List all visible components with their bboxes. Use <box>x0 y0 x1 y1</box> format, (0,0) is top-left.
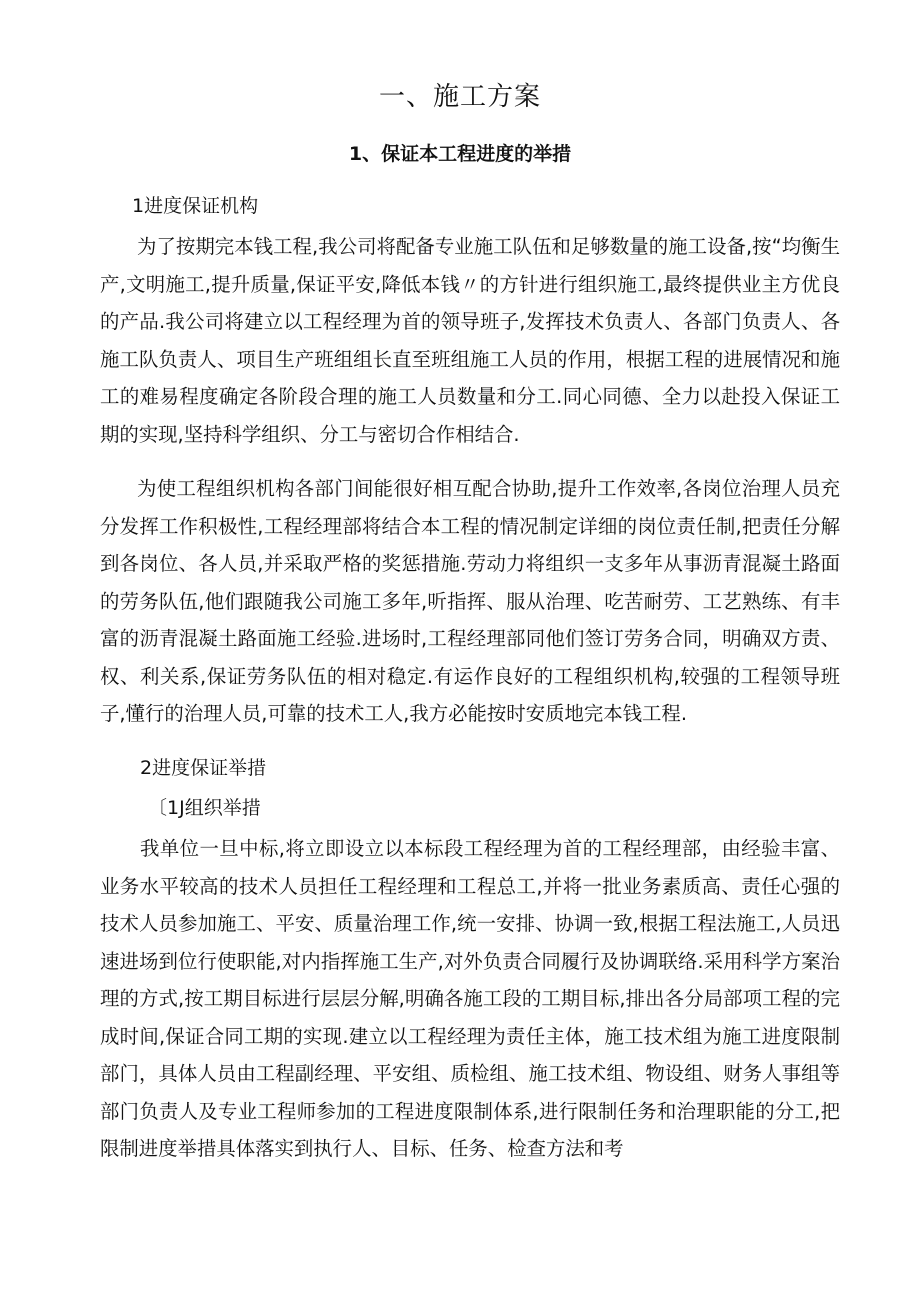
paragraph-1: 为了按期完本钱工程,我公司将配备专业施工队伍和足够数量的施工设备,按“均衡生产,文明施工,提升质量,保证平安,降低本钱〃的方针进行组织施工,最终提供业主方优良的产品.我公司将建立以工程经理为首的领导班子,发挥技术负责人、各部门负责人、各施工队负责人、项目生产班组组长直至班组施工人员的作用，根据工程的进展情况和施工的难易程度确定各阶段合理的施工人员数量和分工.同心同德、全力以赴投入保证工期的实现,坚持科学组织、分工与密切合作相结合. <box>100 235 840 446</box>
section-subtitle: 1、保证本工程进度的举措 <box>348 143 572 165</box>
document-title: 一、施工方案 <box>378 82 541 112</box>
subsection-heading: 〔1J组织举措 <box>148 797 261 819</box>
paragraph-2: 为使工程组织机构各部门间能很好相互配合协助,提升工作效率,各岗位治理人员充分发挥工作积极性,工程经理部将结合本工程的情况制定详细的岗位责任制,把责任分解到各岗位、各人员,并采取严格的奖惩措施.劳动力将组织一支多年从事沥青混凝土路面的劳务队伍,他们跟随我公司施工多年,听指挥、服从治理、吃苦耐劳、工艺熟练、有丰富的沥青混凝土路面施工经验.进场时,工程经理部同他们签订劳务合同，明确双方责、权、利关系,保证劳务队伍的相对稳定.有运作良好的工程组织机构,较强的工程领导班子,懂行的治理人员,可靠的技术工人,我方必能按时安质地完本钱工程. <box>100 477 840 725</box>
section1-heading: 1进度保证机构 <box>132 195 259 217</box>
section2-heading: 2进度保证举措 <box>140 757 267 779</box>
paragraph-3: 我单位一旦中标,将立即设立以本标段工程经理为首的工程经理部，由经验丰富、业务水平较高的技术人员担任工程经理和工程总工,并将一批业务素质高、责任心强的技术人员参加施工、平安、质量治理工作,统一安排、协调一致,根据工程法施工,人员迅速进场到位行使职能,对内指挥施工生产,对外负责合同履行及协调联络.采用科学方案治理的方式,按工期目标进行层层分解,明确各施工段的工期目标,排出各分局部项工程的完成时间,保证合同工期的实现.建立以工程经理为责任主体，施工技术组为施工进度限制部门，具体人员由工程副经理、平安组、质检组、施工技术组、物设组、财务人事组等部门负责人及专业工程师参加的工程进度限制体系,进行限制任务和治理职能的分工,把限制进度举措具体落实到执行人、目标、任务、检查方法和考 <box>100 837 840 1160</box>
